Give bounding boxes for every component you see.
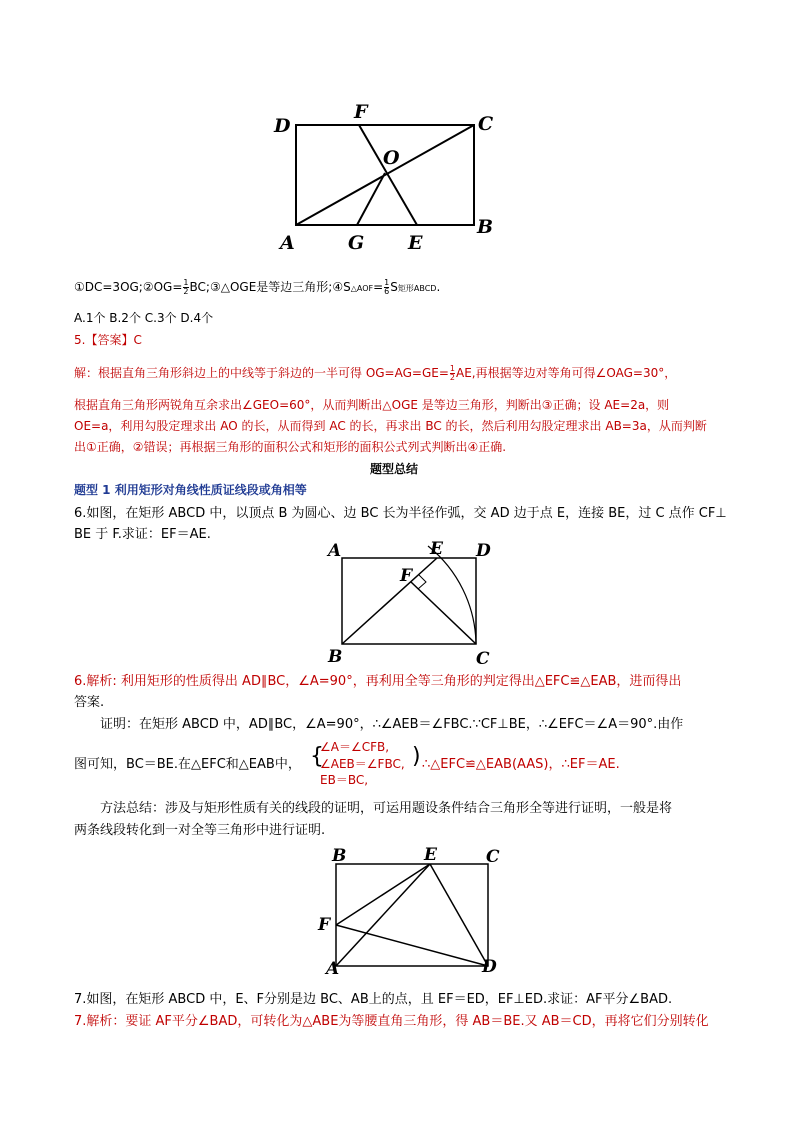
- proof6-line-1: [100, 713, 683, 732]
- analysis6-text-b: 再利用全等三角形的判定得出△EFC≌△EAB，进而得出: [365, 674, 682, 689]
- fig3-label-f: F: [318, 915, 331, 935]
- fig3-segment-fd: [336, 925, 488, 966]
- statement-equals: =: [373, 280, 384, 294]
- fig2-right-angle-mark: [418, 575, 426, 589]
- system-line-3: EB＝BC,: [320, 773, 369, 787]
- fraction-one-half: [183, 279, 188, 296]
- fraction-num: 1: [183, 278, 189, 287]
- q6-line-2: BE 于 F.求证：EF＝AE.: [74, 527, 211, 542]
- fig2-label-d: D: [476, 541, 491, 561]
- subscript-rect: 矩形ABCD: [397, 284, 437, 293]
- fig1-label-o: O: [383, 147, 400, 169]
- figure-2-rectangle-arc: [320, 536, 510, 670]
- statement-end: .: [436, 280, 441, 294]
- fig3-label-a: A: [326, 959, 340, 979]
- statement-part-2: BC;③△OGE是等边三角形;④S: [189, 280, 351, 294]
- figure-3-rectangle: [312, 840, 512, 980]
- solution5-line-2: 根据直角三角形两锐角互余求出∠GEO=60°，从而判断出△OGE 是等边三角形，判断出③正确；设 AE=2a，则: [74, 398, 670, 412]
- analysis7-line-1: 7.解析：要证 AF平分∠BAD，可转化为△ABE为等腰直角三角形，得 AB＝BE.又 AB＝CD，再将它们分别转化: [74, 1014, 709, 1029]
- fig2-arc: [428, 546, 476, 644]
- system-line-1: ∠A＝∠CFB,: [320, 740, 390, 754]
- statements-line: [74, 278, 440, 296]
- answer-value: C: [133, 333, 142, 347]
- right-paren: ): [412, 744, 421, 769]
- analysis6-line-1: [74, 670, 681, 689]
- fraction-den: 2: [449, 373, 455, 382]
- fig3-rect: [336, 864, 488, 966]
- fig2-label-c: C: [476, 649, 490, 669]
- fig1-segment-fe: [359, 125, 417, 225]
- fig1-label-f: F: [354, 101, 368, 123]
- fig3-label-d: D: [482, 957, 497, 977]
- fig1-label-a: A: [280, 232, 295, 254]
- fig2-label-e: E: [430, 539, 443, 559]
- solution5-line-1: [74, 364, 676, 382]
- fig2-label-b: B: [328, 647, 343, 667]
- method-line-2: 两条线段转化到一对全等三角形中进行证明.: [74, 823, 326, 838]
- solution5-text-b: AE,再根据等边对等角可得∠OAG=30°，: [456, 366, 677, 380]
- fig2-segment-be: [342, 558, 437, 644]
- analysis6-line-2: 答案.: [74, 695, 105, 710]
- proof6-text-2: 图可知，BC＝BE.在△EFC和△EAB中，: [74, 757, 301, 772]
- fig1-segment-og: [357, 173, 385, 225]
- method-line-1: 方法总结：涉及与矩形性质有关的线段的证明，可运用题设条件结合三角形全等进行证明，一般是将: [100, 801, 673, 816]
- subscript-aof: △AOF: [350, 284, 374, 293]
- fig3-label-e: E: [424, 845, 437, 865]
- type1-title: 题型 1 利用矩形对角线性质证线段或角相等: [74, 483, 307, 497]
- fraction-den: 6: [384, 287, 390, 296]
- fig3-label-b: B: [332, 846, 347, 866]
- fig1-label-g: G: [348, 232, 365, 254]
- q6-line-1: 6.如图，在矩形 ABCD 中，以顶点 B 为圆心、边 BC 长为半径作弧，交 AD 边于点 E，连接 BE，过 C 点作 CF⊥: [74, 506, 727, 521]
- proof6-line-2: [74, 753, 301, 772]
- fig1-label-b: B: [477, 216, 494, 238]
- proof6-tail: ∴△EFC≌△EAB(AAS)，∴EF＝AE.: [422, 757, 620, 772]
- figure-1-rectangle: [270, 100, 510, 260]
- fraction-num: 1: [449, 364, 455, 373]
- solution5-line-3: OE=a，利用勾股定理求出 AO 的长，从而得到 AC 的长，再求出 BC 的长，然后利用勾股定理求出 AB=3a，从而判断: [74, 419, 707, 433]
- left-brace: {: [310, 744, 324, 769]
- fraction-den: 2: [183, 287, 189, 296]
- analysis6-text-a: 6.解析: 利用矩形的性质得出 AD∥BC，∠A=90°，: [74, 674, 366, 689]
- fig3-segment-ed: [430, 864, 488, 966]
- fig3-label-c: C: [486, 847, 500, 867]
- fraction-num: 1: [384, 278, 390, 287]
- system-line-2: ∠AEB＝∠FBC,: [320, 757, 405, 771]
- fraction-one-half-2: [450, 365, 455, 382]
- solution5-text-a: 解：根据直角三角形斜边上的中线等于斜边的一半可得 OG=AG=GE=: [74, 366, 449, 380]
- options-line: A.1个 B.2个 C.3个 D.4个: [74, 311, 214, 325]
- fig1-label-d: D: [274, 115, 291, 137]
- answer-label: 5.【答案】: [74, 333, 134, 347]
- statement-s: S: [390, 280, 398, 294]
- statement-part-1: ①DC=3OG;②OG=: [74, 280, 183, 294]
- fig1-label-c: C: [478, 113, 494, 135]
- fraction-one-sixth: [384, 279, 389, 296]
- proof6-text-1: 证明：在矩形 ABCD 中，AD∥BC，∠A=90°，∴∠AEB＝∠FBC.∵CF⊥BE，∴∠EFC＝∠A＝90°.由作: [100, 717, 684, 732]
- fig2-segment-cf: [411, 582, 476, 644]
- fig2-label-a: A: [328, 541, 342, 561]
- fig2-label-f: F: [400, 566, 413, 586]
- q7-line-1: 7.如图，在矩形 ABCD 中，E、F分别是边 BC、AB上的点，且 EF＝ED，EF⊥ED.求证：AF平分∠BAD.: [74, 992, 673, 1007]
- solution5-line-4: 出①正确，②错误；再根据三角形的面积公式和矩形的面积公式列式判断出④正确.: [74, 440, 507, 454]
- fig1-label-e: E: [408, 232, 423, 254]
- section-title: 题型总结: [370, 462, 419, 476]
- answer-line: [74, 331, 142, 348]
